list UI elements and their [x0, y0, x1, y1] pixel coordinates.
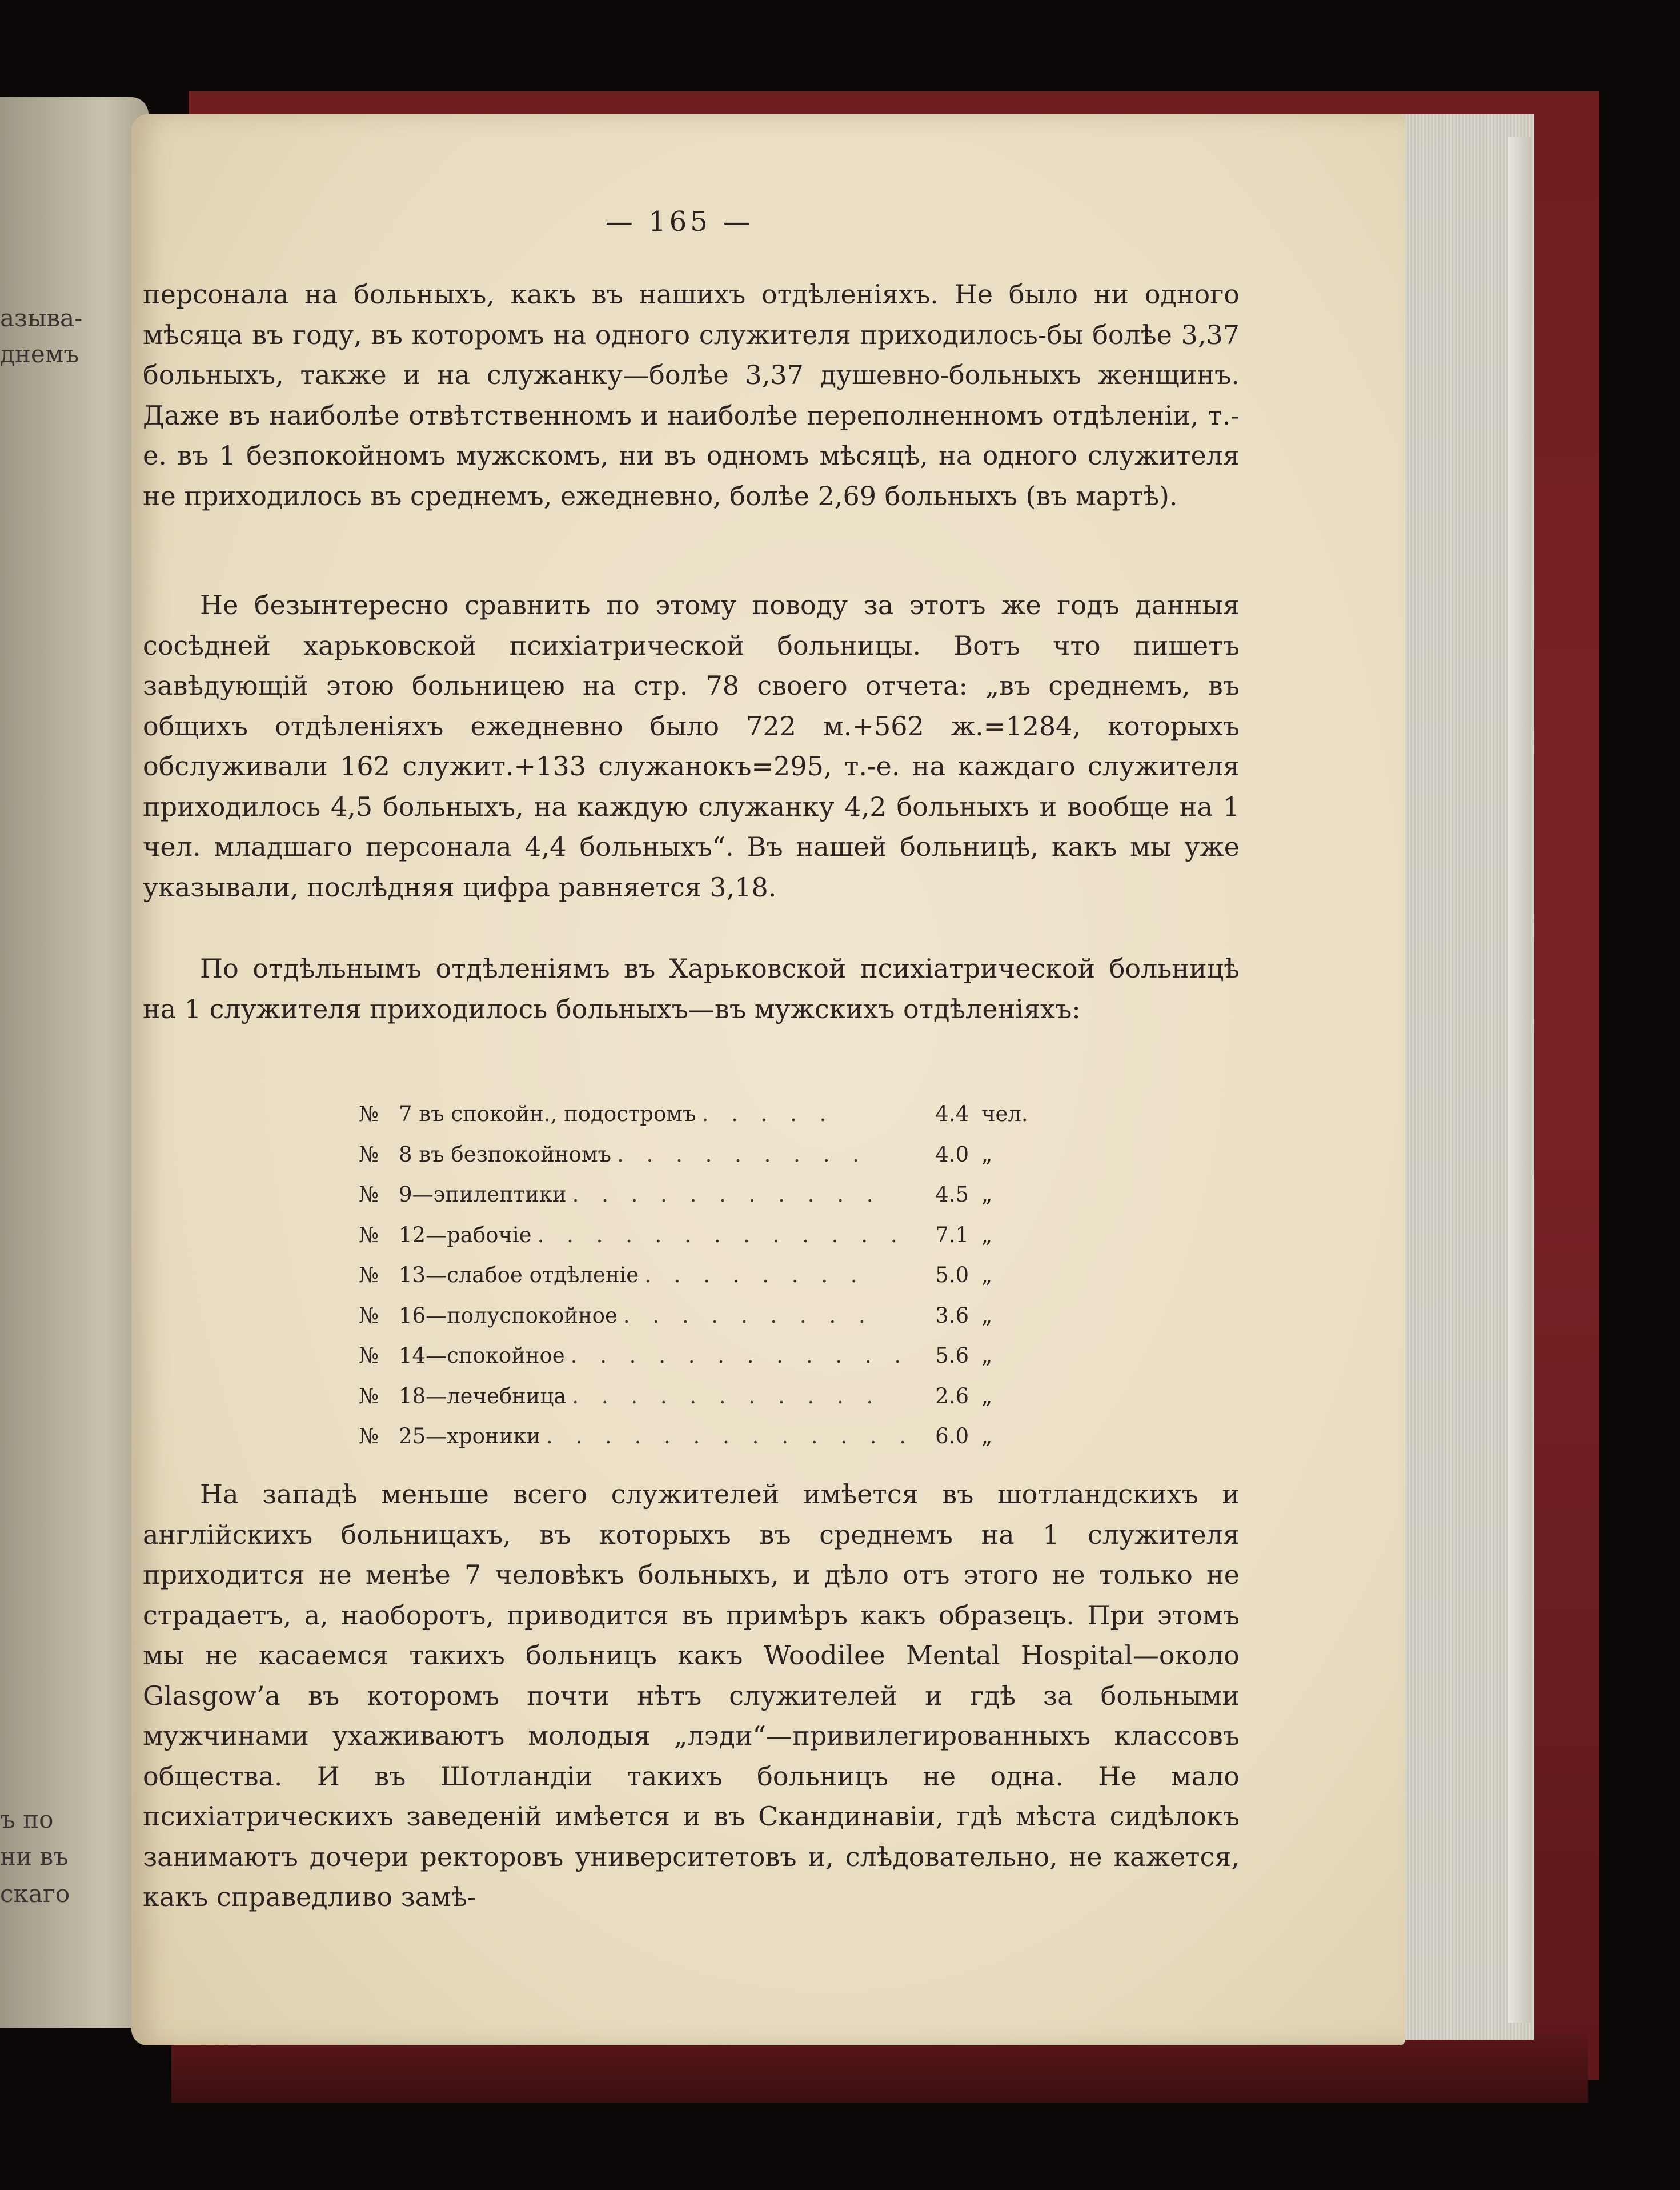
- left-page-fragment: ни въ: [0, 1843, 69, 1871]
- ward-row: [359, 1255, 1033, 1296]
- ward-unit: „: [981, 1424, 993, 1448]
- ward-unit: „: [981, 1182, 993, 1207]
- ward-name: 16—полуспокойное: [399, 1303, 618, 1328]
- ward-list: [359, 1094, 1033, 1457]
- left-page-fragment: ъ по: [0, 1805, 54, 1833]
- ward-unit: „: [981, 1263, 993, 1287]
- ward-name: 7 въ спокойн., подостромъ: [399, 1102, 696, 1126]
- ward-row: [359, 1296, 1033, 1336]
- ward-value: 7.1: [935, 1222, 969, 1247]
- ward-leader-dots: . . . . . . . . .: [623, 1303, 873, 1328]
- left-page: [0, 97, 149, 2028]
- ward-value: 6.0: [935, 1424, 969, 1448]
- ward-row: [359, 1376, 1033, 1417]
- ward-leader-dots: . . . . . . . . . . .: [572, 1383, 881, 1408]
- ward-value: 2.6: [935, 1383, 969, 1408]
- ward-value: 3.6: [935, 1303, 969, 1328]
- ward-number-sign: №: [359, 1142, 379, 1167]
- ward-unit: „: [981, 1343, 993, 1368]
- ward-row: [359, 1135, 1033, 1175]
- ward-value: 4.4: [935, 1102, 969, 1126]
- ward-leader-dots: . . . . . . . . . . .: [572, 1182, 881, 1207]
- paragraph-3: По отдѣльнымъ отдѣленіямъ въ Харьковской психіатрической больницѣ на 1 служителя приходилось больныхъ—въ мужскихъ отдѣленіяхъ:: [143, 953, 1240, 1024]
- paragraph-4: На западѣ меньше всего служителей имѣется въ шотландскихъ и англійскихъ больницахъ, въ которыхъ въ среднемъ на 1 служителя приходится не менѣе 7 человѣкъ больныхъ, и дѣло отъ этого не только не страдаетъ, а, наоборотъ, приводится въ примѣръ какъ образецъ. При этомъ мы не касаемся такихъ больницъ какъ Woodilee Mental Hospital—около Glasgow’a въ которомъ почти нѣтъ служителей и гдѣ за больными мужчинами ухаживаютъ молодыя „лэди“—привилегированныхъ классовъ общества. И въ Шотландіи такихъ больницъ не одна. Не мало психіатрическихъ заведеній имѣется и въ Скандинавіи, гдѣ мѣста сидѣлокъ занимаютъ дочери ректоровъ университетовъ и, слѣдовательно, не кажется, какъ справедливо замѣ-: [143, 1479, 1240, 1912]
- ward-leader-dots: . . . . .: [701, 1102, 835, 1126]
- left-page-fragment: днемъ: [0, 340, 79, 368]
- ward-number-sign: №: [359, 1182, 379, 1207]
- page-edge-shadow: [1508, 137, 1531, 2023]
- ward-value: 4.0: [935, 1142, 969, 1167]
- ward-number-sign: №: [359, 1383, 379, 1408]
- page-number: — 165 —: [605, 206, 755, 238]
- ward-unit: чел.: [981, 1102, 1028, 1126]
- ward-number-sign: №: [359, 1222, 379, 1247]
- ward-name: 14—спокойное: [399, 1343, 565, 1368]
- ward-number-sign: №: [359, 1263, 379, 1287]
- paragraph-1: персонала на больныхъ, какъ въ нашихъ отдѣленіяхъ. Не было ни одного мѣсяца въ году, въ которомъ на одного служителя приходилось-бы болѣе 3,37 больныхъ, также и на служанку—болѣе 3,37 душевно-больныхъ женщинъ. Даже въ наиболѣе отвѣтственномъ и наиболѣе переполненномъ отдѣленіи, т.-е. въ 1 безпокойномъ мужскомъ, ни въ одномъ мѣсяцѣ, на одного служителя не приходилось въ среднемъ, ежедневно, болѣе 2,69 больныхъ (въ мартѣ).: [143, 279, 1240, 511]
- ward-name: 25—хроники: [399, 1424, 541, 1448]
- ward-name: 9—эпилептики: [399, 1182, 567, 1207]
- ward-value: 5.0: [935, 1263, 969, 1287]
- ward-value: 4.5: [935, 1182, 969, 1207]
- ward-number-sign: №: [359, 1102, 379, 1126]
- ward-leader-dots: . . . . . . . . . . . .: [570, 1343, 909, 1368]
- ward-number-sign: №: [359, 1303, 379, 1328]
- ward-row: [359, 1094, 1033, 1135]
- ward-row: [359, 1336, 1033, 1376]
- ward-leader-dots: . . . . . . . . . . . . .: [546, 1424, 915, 1448]
- ward-leader-dots: . . . . . . . . . . . . .: [537, 1222, 905, 1247]
- ward-name: 8 въ безпокойномъ: [399, 1142, 612, 1167]
- paragraph-2: Не безынтересно сравнить по этому поводу за этотъ же годъ данныя сосѣдней харьковской психіатрической больницы. Вотъ что пишетъ завѣдующій этою больницею на стр. 78 своего отчета: „въ среднемъ, въ общихъ отдѣленіяхъ ежедневно было 722 м.+562 ж.=1284, которыхъ обслуживали 162 служит.+133 служанокъ=295, т.-е. на каждаго служителя приходилось 4,5 больныхъ, на каждую служанку 4,2 больныхъ и вообще на 1 чел. младшаго персонала 4,4 больныхъ“. Въ нашей больницѣ, какъ мы уже указывали, послѣдняя цифра равняется 3,18.: [143, 590, 1240, 903]
- ward-row: [359, 1215, 1033, 1256]
- ward-unit: „: [981, 1303, 993, 1328]
- ward-number-sign: №: [359, 1424, 379, 1448]
- ward-name: 12—рабочіе: [399, 1222, 532, 1247]
- ward-leader-dots: . . . . . . . . .: [617, 1142, 867, 1167]
- ward-row: [359, 1416, 1033, 1457]
- ward-name: 18—лечебница: [399, 1383, 567, 1408]
- ward-unit: „: [981, 1142, 993, 1167]
- left-page-fragment: скаго: [0, 1880, 70, 1908]
- ward-row: [359, 1175, 1033, 1215]
- ward-unit: „: [981, 1383, 993, 1408]
- ward-leader-dots: . . . . . . . .: [644, 1263, 865, 1287]
- ward-name: 13—слабое отдѣленіе: [399, 1263, 639, 1287]
- ward-value: 5.6: [935, 1343, 969, 1368]
- ward-number-sign: №: [359, 1343, 379, 1368]
- ward-unit: „: [981, 1222, 993, 1247]
- left-page-fragment: азыва-: [0, 304, 83, 332]
